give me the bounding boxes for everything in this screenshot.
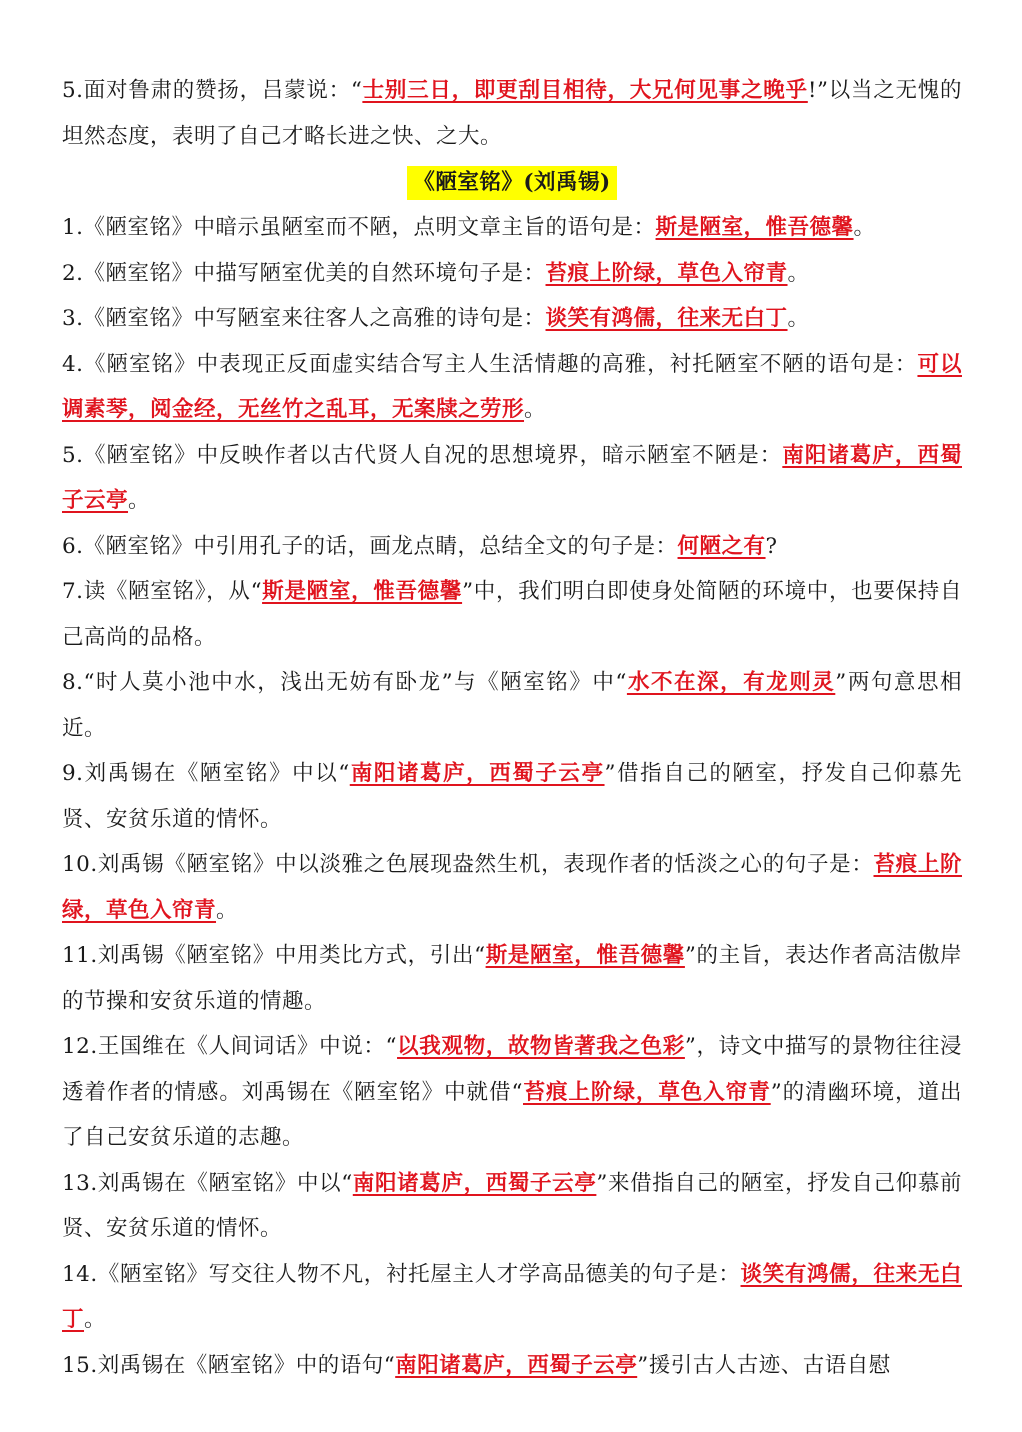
question-text: 。 (216, 897, 239, 923)
question-text: ”的主旨，表达作者高洁傲岸的节操和安贫乐道的情趣。 (62, 943, 962, 1014)
question-item (62, 751, 962, 842)
question-text: 5.面对鲁肃的赞扬，吕蒙说：“ (62, 78, 363, 103)
question-item (62, 524, 962, 570)
question-text: 8.“时人莫小池中水，浅出无妨有卧龙”与《陋室铭》中“ (62, 670, 627, 695)
question-text: !”以当之无愧的坦然态度，表明了自己才略长进之快、之大。 (62, 78, 962, 149)
answer-text: 谈笑有鸿儒，往来无白丁 (545, 306, 788, 331)
question-item (62, 842, 962, 933)
question-text: 。 (84, 1307, 107, 1332)
answer-text: 南阳诸葛庐，西蜀子云亭 (352, 1170, 597, 1196)
question-text: 。 (787, 260, 810, 286)
section-title-text: 《陋室铭》(刘禹锡) (407, 166, 616, 200)
question-text: 。 (128, 488, 151, 513)
question-text: 1.《陋室铭》中暗示虽陋室而不陋，点明文章主旨的语句是： (62, 215, 656, 240)
question-text: ”的清幽环境，道出了自己安贫乐道的志趣。 (62, 1079, 962, 1150)
answer-text: 南阳诸葛庐，西蜀子云亭 (395, 1352, 638, 1378)
question-text: 11.刘禹锡《陋室铭》中用类比方式，引出“ (62, 943, 486, 968)
question-item (62, 1024, 962, 1161)
question-text: 12.王国维在《人间词话》中说：“ (62, 1034, 398, 1059)
answer-text: 士别三日，即更刮目相待，大兄何见事之晚乎 (362, 78, 808, 103)
answer-text: 谈笑有鸿儒，往来无白丁 (62, 1261, 962, 1332)
answer-text: 南阳诸葛庐，西蜀子云亭 (62, 442, 962, 513)
question-text: ”中，我们明白即使身处简陋的环境中，也要保持自己高尚的品格。 (62, 579, 962, 650)
question-text: 14.《陋室铭》写交往人物不凡，衬托屋主人才学高品德美的句子是： (62, 1261, 741, 1287)
question-text: 10.刘禹锡《陋室铭》中以淡雅之色展现盎然生机，表现作者的恬淡之心的句子是： (62, 852, 874, 877)
question-text: 4.《陋室铭》中表现正反面虚实结合写主人生活情趣的高雅，衬托陋室不陋的语句是： (62, 351, 918, 377)
answer-text: 斯是陋室，惟吾德馨 (485, 943, 685, 968)
question-item (62, 660, 962, 751)
answer-text: 斯是陋室，惟吾德馨 (655, 215, 854, 240)
question-item (62, 1161, 962, 1252)
question-item (62, 1343, 962, 1389)
question-text: 13.刘禹锡在《陋室铭》中以“ (62, 1170, 353, 1196)
answer-text: 苔痕上阶绿，草色入帘青 (62, 852, 962, 923)
question-item (62, 933, 962, 1024)
question-text: 6.《陋室铭》中引用孔子的话，画龙点睛，总结全文的句子是： (62, 533, 678, 559)
question-text: 。 (524, 397, 547, 422)
question-text: 2.《陋室铭》中描写陋室优美的自然环境句子是： (62, 260, 546, 286)
question-text: ”借指自己的陋室，抒发自己仰慕先贤、安贫乐道的情怀。 (62, 761, 962, 832)
question-text: ”，诗文中描写的景物往往浸透着作者的情感。刘禹锡在《陋室铭》中就借“ (62, 1034, 962, 1105)
question-item (62, 433, 962, 524)
question-item (62, 1252, 962, 1343)
question-item (62, 68, 962, 159)
answer-text: 苔痕上阶绿，草色入帘青 (523, 1079, 771, 1105)
answer-text: 可以调素琴，阅金经，无丝竹之乱耳，无案牍之劳形 (62, 351, 962, 422)
question-item (62, 205, 962, 251)
question-text: 。 (787, 306, 810, 331)
answer-text: 斯是陋室，惟吾德馨 (262, 579, 463, 604)
question-text: 5.《陋室铭》中反映作者以古代贤人自况的思想境界，暗示陋室不陋是： (62, 442, 783, 468)
answer-text: 何陋之有 (677, 533, 766, 559)
question-item (62, 342, 962, 433)
question-text: 。 (853, 215, 876, 240)
answer-text: 水不在深，有龙则灵 (626, 670, 836, 695)
question-item (62, 251, 962, 297)
answer-text: 以我观物，故物皆著我之色彩 (397, 1034, 685, 1059)
question-text: ? (765, 533, 778, 559)
question-item (62, 569, 962, 660)
answer-text: 苔痕上阶绿，草色入帘青 (545, 260, 788, 286)
answer-text: 南阳诸葛庐，西蜀子云亭 (349, 761, 605, 786)
question-text: ”援引古人古迹、古语自慰 (637, 1352, 891, 1378)
question-text: 15.刘禹锡在《陋室铭》中的语句“ (62, 1352, 396, 1378)
question-text: 7.读《陋室铭》，从“ (62, 579, 263, 604)
question-text: ”来借指自己的陋室，抒发自己仰慕前贤、安贫乐道的情怀。 (62, 1170, 962, 1241)
question-text: 3.《陋室铭》中写陋室来往客人之高雅的诗句是： (62, 306, 546, 331)
question-text: ”两句意思相近。 (62, 670, 962, 741)
question-item (62, 296, 962, 342)
section-title (62, 159, 962, 205)
question-text: 9.刘禹锡在《陋室铭》中以“ (62, 761, 350, 786)
